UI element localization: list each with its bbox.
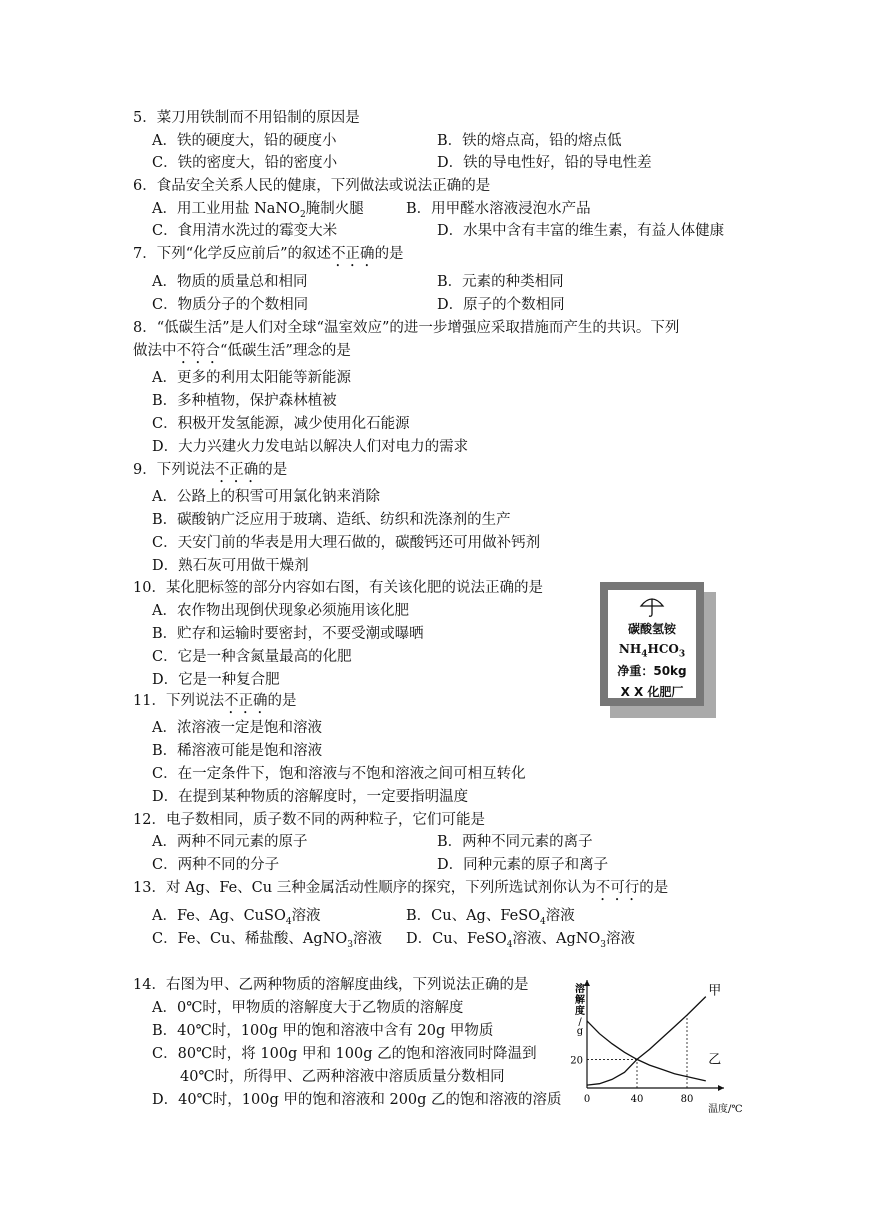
q9-option-d: D．熟石灰可用做干燥剂 [152, 558, 309, 574]
q5-option-c: C．铁的密度大，铅的密度小 [152, 155, 338, 171]
q11-option-d: D．在提到某种物质的溶解度时，一定要指明温度 [152, 789, 469, 805]
q14-option-c-line1: C．80℃时，将 100g 甲和 100g 乙的饱和溶液同时降温到 [152, 1046, 537, 1062]
q5-option-b: B．铁的熔点高，铅的熔点低 [437, 133, 622, 149]
fertilizer-label [600, 582, 716, 718]
series-label-yi: 乙 [708, 1052, 722, 1068]
q13-option-c: C．Fe、Cu、稀盐酸、AgNO$_3$溶液 [152, 931, 382, 950]
q11-option-c: C．在一定条件下，饱和溶液与不饱和溶液之间可相互转化 [152, 766, 526, 782]
q7-option-a: A．物质的质量总和相同 [152, 274, 308, 290]
q10-option-a: A．农作物出现倒伏现象必须施用该化肥 [152, 603, 409, 619]
q9-option-a: A．公路上的积雪可用氯化钠来消除 [152, 489, 380, 505]
q14-option-d: D．40℃时，100g 甲的饱和溶液和 200g 乙的饱和溶液的溶质 [152, 1092, 562, 1108]
series-label-jia: 甲 [708, 983, 722, 999]
q6-option-d: D．水果中含有丰富的维生素，有益人体健康 [437, 223, 725, 239]
q5-stem: 5．菜刀用铁制而不用铅制的原因是 [133, 110, 360, 126]
q10-option-b: B．贮存和运输时要密封，不要受潮或曝晒 [152, 626, 424, 642]
solubility-chart [560, 980, 743, 1120]
x-axis-label: 温度/℃ [708, 1104, 743, 1115]
y-tick-label: 20 [570, 1055, 583, 1067]
q8-stem-line2: 做法中不符合“低碳生活”理念的是 [133, 343, 351, 359]
q7-stem: 7．下列“化学反应前后”的叙述不正确的是 [133, 246, 404, 262]
q14-option-a: A．0℃时，甲物质的溶解度大于乙物质的溶解度 [152, 1000, 464, 1016]
q5-option-a: A．铁的硬度大，铅的硬度小 [152, 133, 337, 149]
x-axis-arrow [718, 1085, 724, 1091]
q6-option-c: C．食用清水洗过的霉变大米 [152, 223, 338, 239]
label-weight: 净重：50kg [617, 664, 687, 678]
q11-option-b: B．稀溶液可能是饱和溶液 [152, 743, 323, 759]
y-axis-label-slash: / [578, 1017, 582, 1028]
q14-option-c-line2: 40℃时，所得甲、乙两种溶液中溶质质量分数相同 [180, 1069, 505, 1085]
q6-stem: 6．食品安全关系人民的健康，下列做法或说法正确的是 [133, 178, 491, 194]
umbrella-icon [640, 596, 664, 618]
q8-option-a: A．更多的利用太阳能等新能源 [152, 370, 351, 386]
q5-option-d: D．铁的导电性好，铅的导电性差 [437, 155, 652, 171]
q9-stem: 9．下列说法不正确的是 [133, 462, 288, 478]
q13-option-a: A．Fe、Ag、CuSO$_4$溶液 [152, 908, 321, 927]
q7-option-d: D．原子的个数相同 [437, 297, 565, 313]
q12-option-c: C．两种不同的分子 [152, 857, 280, 873]
q11-option-a: A．浓溶液一定是饱和溶液 [152, 720, 322, 736]
q6-option-a: A．用工业用盐 NaNO$_2$腌制火腿 [152, 201, 364, 220]
y-axis-label-char: 度 [575, 1006, 585, 1017]
q12-stem: 12．电子数相同，质子数不同的两种粒子，它们可能是 [133, 812, 485, 828]
label-product-name: 碳酸氢铵 [627, 622, 676, 636]
q8-stem-line1: 8．“低碳生活”是人们对全球“温室效应”的进一步增强应采取措施而产生的共识。下列 [133, 320, 680, 336]
q8-option-c: C．积极开发氢能源，减少使用化石能源 [152, 416, 410, 432]
x-tick-label: 40 [630, 1094, 644, 1105]
q8-option-d: D．大力兴建火力发电站以解决人们对电力的需求 [152, 439, 469, 455]
q6-option-b: B．用甲醛水溶液浸泡水产品 [406, 201, 591, 217]
q12-option-a: A．两种不同元素的原子 [152, 834, 308, 850]
q7-option-c: C．物质分子的个数相同 [152, 297, 309, 313]
q10-stem: 10．某化肥标签的部分内容如右图，有关该化肥的说法正确的是 [133, 580, 543, 596]
series-jia-line [587, 997, 706, 1086]
q13-stem: 13．对 Ag、Fe、Cu 三种金属活动性顺序的探究，下列所选试剂你认为不可行的是 [133, 880, 669, 896]
q8-option-b: B．多种植物，保护森林植被 [152, 393, 337, 409]
q10-option-c: C．它是一种含氮量最高的化肥 [152, 649, 352, 665]
q10-option-d: D．它是一种复合肥 [152, 672, 280, 688]
y-axis-label-unit: g [576, 1026, 584, 1037]
series-yi-line [587, 1021, 706, 1081]
q11-stem: 11．下列说法不正确的是 [133, 693, 297, 709]
y-axis-label-char: 溶 [575, 984, 585, 995]
q13-option-d: D．Cu、FeSO$_4$溶液、AgNO$_3$溶液 [406, 931, 636, 950]
x-tick-label: 80 [680, 1094, 694, 1105]
label-formula: $NH_4HCO_3$ [618, 642, 686, 660]
q9-option-b: B．碳酸钠广泛应用于玻璃、造纸、纺织和洗涤剂的生产 [152, 512, 511, 528]
q14-option-b: B．40℃时，100g 甲的饱和溶液中含有 20g 甲物质 [152, 1023, 494, 1039]
q9-option-c: C．天安门前的华表是用大理石做的，碳酸钙还可用做补钙剂 [152, 535, 541, 551]
q12-option-d: D．同种元素的原子和离子 [437, 857, 609, 873]
q7-option-b: B．元素的种类相同 [437, 274, 564, 290]
label-factory: X X 化肥厂 [620, 685, 684, 699]
x-tick-label: 0 [583, 1094, 591, 1105]
q13-option-b: B．Cu、Ag、FeSO$_4$溶液 [406, 908, 575, 927]
q14-stem: 14．右图为甲、乙两种物质的溶解度曲线，下列说法正确的是 [133, 977, 529, 993]
q12-option-b: B．两种不同元素的离子 [437, 834, 593, 850]
y-axis-label-char: 解 [575, 995, 585, 1006]
